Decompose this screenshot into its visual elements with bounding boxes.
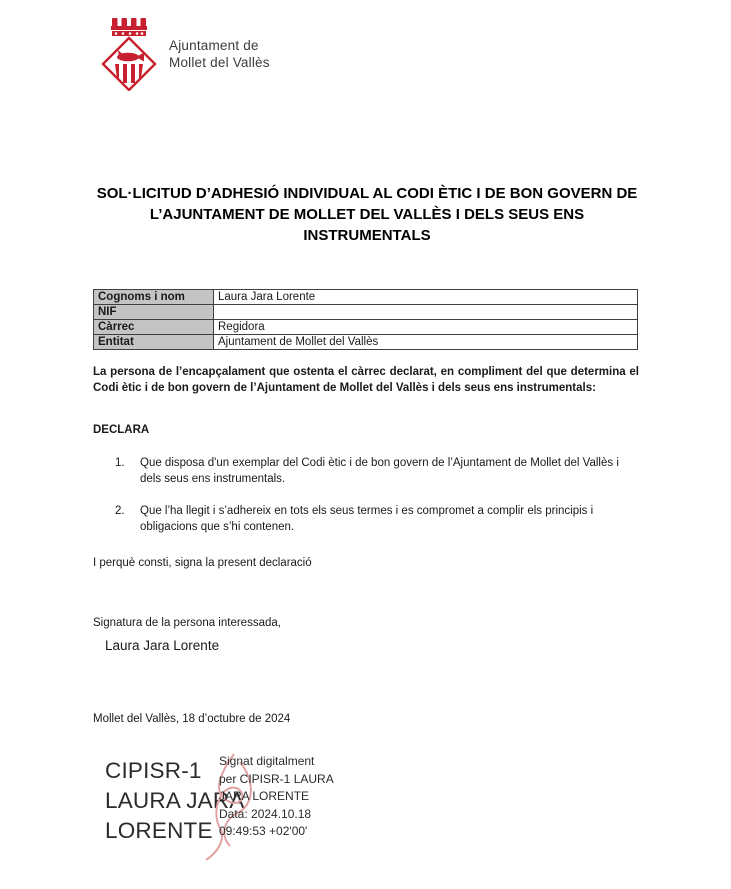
list-item-number: 1.: [115, 457, 125, 469]
list-item-text: Que l’ha llegit i s’adhereix en tots els seus termes i es compromet a complir els principis i obligacions que s’hi contenen.: [140, 505, 594, 533]
list-item: [115, 503, 632, 535]
closing-statement: I perquè consti, signa la present declaració: [93, 557, 312, 569]
row-value-nif: [214, 305, 638, 320]
signatory-name: Laura Jara Lorente: [105, 638, 220, 653]
digital-signature-detail-line: per CIPISR-1 LAURA: [219, 771, 334, 786]
row-value-carrec: Regidora: [214, 320, 638, 335]
digital-signature-name-line: LORENTE: [105, 818, 213, 843]
intro-paragraph: La persona de l’encapçalament que ostenta el càrrec declarat, en compliment del que determina el Codi ètic i de bon govern de l’Ajuntament de Mollet del Vallès i dels seus ens instrumentals:: [93, 366, 639, 394]
signature-label: Signatura de la persona interessada,: [93, 617, 281, 629]
org-name: [169, 37, 270, 71]
row-label-cognoms: Cognoms i nom: [94, 290, 214, 305]
declara-heading: DECLARA: [93, 424, 150, 436]
digital-signature-details: [219, 753, 334, 841]
org-name-line2: Mollet del Vallès: [169, 55, 270, 70]
list-item-text: Que disposa d'un exemplar del Codi ètic i de bon govern de l’Ajuntament de Mollet del Vallès i dels seus ens instrumentals.: [140, 457, 619, 485]
coat-of-arms-icon: [100, 17, 158, 91]
header-logo: [100, 17, 270, 91]
list-item: [115, 455, 632, 487]
digital-signature-detail-line: 09:49:53 +02'00': [219, 824, 308, 838]
digital-signature-detail-line: Signat digitalment: [219, 754, 315, 768]
table-row: [94, 320, 638, 335]
list-item-number: 2.: [115, 505, 125, 517]
document-title: SOL·LICITUD D’ADHESIÓ INDIVIDUAL AL CODI ÈTIC I DE BON GOVERN DE L’AJUNTAMENT DE MOLLET DEL VALLÈS I DELS SEUS ENS INSTRUMENTALS: [96, 185, 638, 244]
digital-signature-detail-line: JARA LORENTE: [219, 789, 310, 803]
row-label-carrec: Càrrec: [94, 320, 214, 335]
table-row: [94, 335, 638, 350]
row-label-nif: NIF: [94, 305, 214, 320]
row-value-entitat: Ajuntament de Mollet del Vallès: [214, 335, 638, 350]
place-and-date: Mollet del Vallès, 18 d’octubre de 2024: [93, 713, 291, 725]
org-name-line1: Ajuntament de: [169, 38, 259, 53]
digital-signature-detail-line: Data: 2024.10.18: [219, 806, 312, 821]
table-row: [94, 290, 638, 305]
digital-signature-name-line: LAURA JARA: [105, 788, 245, 813]
row-label-entitat: Entitat: [94, 335, 214, 350]
declarant-info-table: [93, 289, 638, 350]
table-row: [94, 305, 638, 320]
digital-signature-name-line: CIPISR-1: [105, 758, 202, 783]
row-value-cognoms: Laura Jara Lorente: [214, 290, 638, 305]
